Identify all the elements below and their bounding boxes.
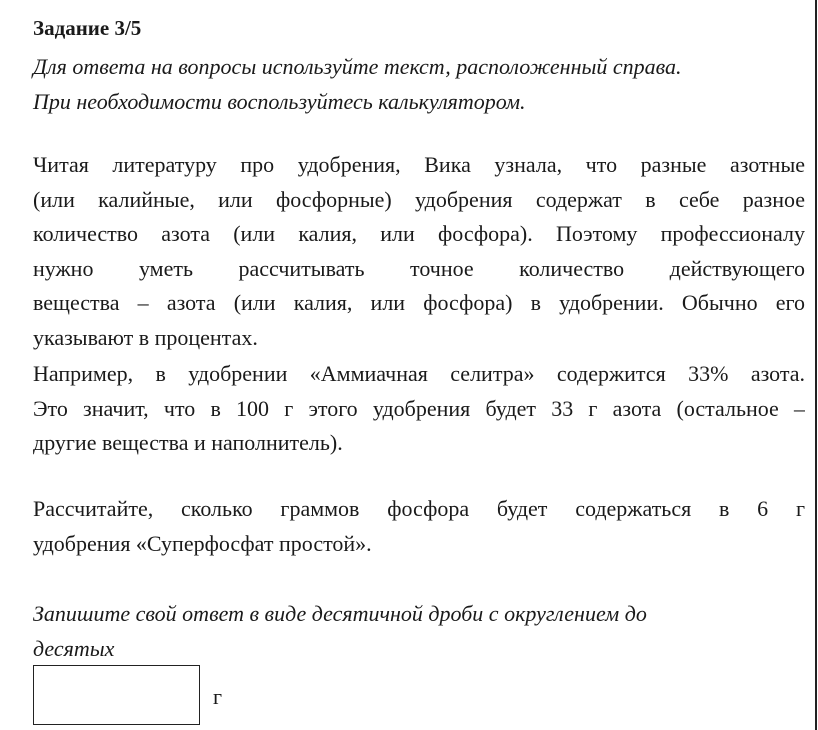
task-instruction [33, 49, 805, 119]
instruction-line: При необходимости воспользуйтесь калькулятором. [33, 89, 526, 114]
paragraph-fertilizer-intro [33, 148, 805, 355]
hint-line: Запишите свой ответ в виде десятичной дроби с округлением до [33, 601, 647, 626]
text-line: Это значит, что в 100 г этого удобрения будет 33 г азота (остальное – [33, 395, 805, 421]
text-line: количество азота (или калия, или фосфора). Поэтому профессионалу [33, 221, 805, 246]
hint-line: десятых [33, 636, 115, 661]
text-line: Читая литературу про удобрения, Вика узнала, что разные азотные [33, 152, 805, 177]
question-line: Рассчитайте, сколько граммов фосфора будет содержаться в 6 г [33, 496, 805, 521]
paragraph-example [33, 357, 805, 461]
question-line: удобрения «Суперфосфат простой». [33, 530, 372, 556]
question-paragraph [33, 492, 805, 561]
instruction-line: Для ответа на вопросы используйте текст, расположенный справа. [33, 54, 682, 79]
text-line: Например, в удобрении «Аммиачная селитра» содержится 33% азота. [33, 361, 805, 386]
text-line: (или калийные, или фосфорные) удобрения содержат в себе разное [33, 186, 805, 212]
text-line: другие вещества и наполнитель). [33, 430, 343, 455]
answer-input-box[interactable] [33, 665, 200, 725]
text-line: нужно уметь рассчитывать точное количество действующего [33, 255, 805, 281]
task-title: Задание 3/5 [33, 16, 142, 40]
answer-unit-label: г [213, 684, 223, 709]
text-line: вещества – азота (или калия, или фосфора) в удобрении. Обычно его [33, 290, 805, 315]
column-divider [815, 0, 817, 730]
answer-hint [33, 596, 805, 666]
text-line: указывают в процентах. [33, 324, 258, 350]
